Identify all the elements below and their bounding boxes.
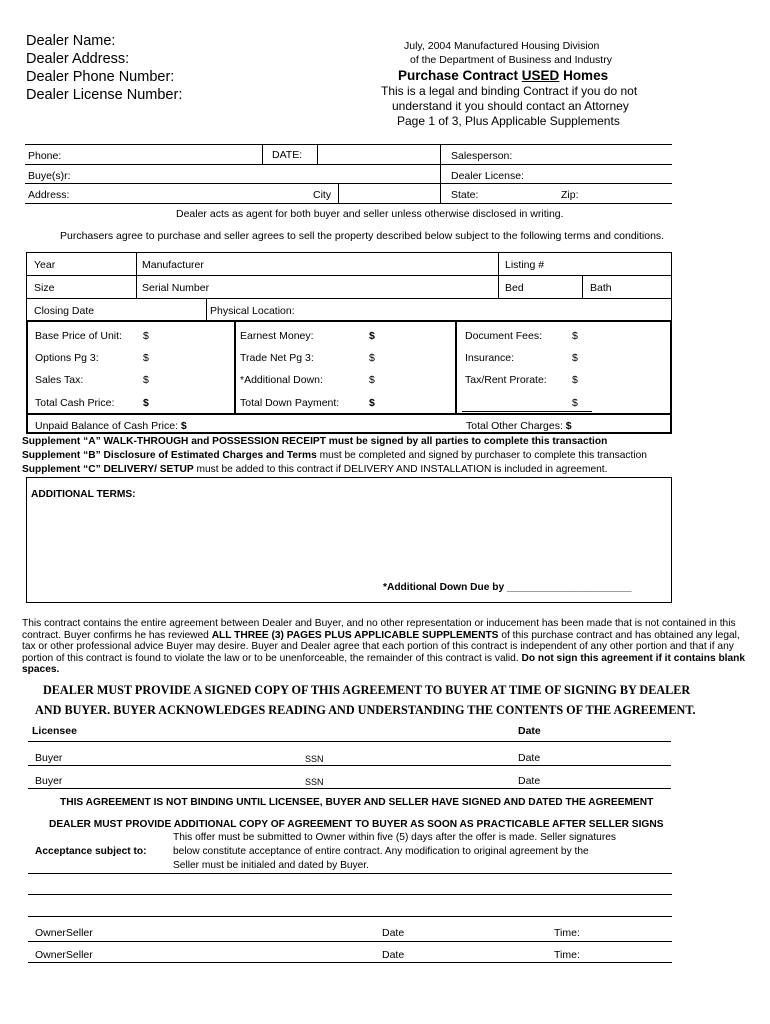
dealer-license-label: Dealer License Number: [26, 87, 183, 103]
insurance-label: Insurance: [465, 352, 515, 364]
doc-fees-dollar: $ [572, 330, 578, 342]
dealer-address-label: Dealer Address: [26, 51, 130, 67]
sales-tax-label: Sales Tax: [35, 374, 84, 386]
purchase-note: Purchasers agree to purchase and seller agrees to sell the property described below subject to the following terms and conditions. [60, 230, 665, 242]
legal-line-1: This is a legal and binding Contract if you do not [381, 84, 638, 98]
total-other-label: Total Other Charges: $ [466, 420, 572, 432]
page-line: Page 1 of 3, Plus Applicable Supplements [397, 114, 620, 128]
year-label: Year [34, 259, 56, 271]
trade-net-label: Trade Net Pg 3: [240, 352, 314, 364]
tax-rent-dollar: $ [572, 374, 578, 386]
owner-seller-1-time-label: Time: [554, 927, 580, 939]
earnest-label: Earnest Money: [240, 330, 314, 342]
owner-seller-1-date-label: Date [382, 927, 405, 939]
dealer-license-field-label: Dealer License: [451, 170, 524, 182]
total-down-dollar: $ [369, 397, 375, 409]
phone-label: Phone: [28, 150, 62, 162]
closing-date-label: Closing Date [34, 305, 95, 317]
buyer-2-label: Buyer [35, 775, 63, 787]
licensee-date-label: Date [518, 725, 541, 737]
acceptance-label: Acceptance subject to: [35, 846, 147, 857]
supplement-c: Supplement “C” DELIVERY/ SETUP must be added to this contract if DELIVERY AND INSTALLATION is included in agreement. [22, 464, 608, 475]
dealer-phone-label: Dealer Phone Number: [26, 69, 175, 85]
buyer-1-ssn-label: SSN [305, 754, 324, 764]
acceptance-line-2: below constitute acceptance of entire contract. Any modification to original agreement by the [173, 846, 589, 857]
owner-seller-2-label: OwnerSeller [35, 949, 93, 961]
owner-seller-1-label: OwnerSeller [35, 927, 93, 939]
acceptance-line-3: Seller must be initialed and dated by Buyer. [173, 860, 369, 871]
city-label: City [313, 189, 332, 201]
not-binding-notice: THIS AGREEMENT IS NOT BINDING UNTIL LICENSEE, BUYER AND SELLER HAVE SIGNED AND DATED THE AGREEMENT [60, 797, 654, 808]
options-label: Options Pg 3: [35, 352, 99, 364]
insurance-dollar: $ [572, 352, 578, 364]
base-price-dollar: $ [143, 330, 149, 342]
physical-location-label: Physical Location: [210, 305, 295, 317]
additional-down-label: *Additional Down: [240, 374, 323, 386]
contract-paragraph: This contract contains the entire agreement between Dealer and Buyer, and no other representation or inducement has been made that is not contained in this contract. Buyer confirms he has reviewed ALL THREE (3) PAGES PLUS APPLICABLE SUPPLEMENTS of this purchase contract and has obtained any legal, tax or other professional advice Buyer may desire. Buyer and Dealer agree that each portion of this contract is independent of any other portion and that if any portion of this contract is found to violate the law or to be unenforceable, the remainder of this contract is valid. Do not sign this agreement if it contains blank spaces. [22, 618, 746, 676]
dealer-must-line-2: AND BUYER. BUYER ACKNOWLEDGES READING AND UNDERSTANDING THE CONTENTS OF THE AGREEMENT. [35, 703, 696, 717]
agent-note: Dealer acts as agent for both buyer and seller unless otherwise disclosed in writing. [176, 208, 564, 220]
address-label: Address: [28, 189, 70, 201]
base-price-label: Base Price of Unit: [35, 330, 122, 342]
blank-fee-dollar: $ [572, 397, 578, 409]
size-label: Size [34, 282, 55, 294]
supplement-a: Supplement “A” WALK-THROUGH and POSSESSION RECEIPT must be signed by all parties to complete this transaction [22, 436, 608, 447]
options-dollar: $ [143, 352, 149, 364]
buyer-2-ssn-label: SSN [305, 777, 324, 787]
zip-label: Zip: [561, 189, 579, 201]
additional-down-due: *Additional Down Due by ______________________ [383, 582, 632, 593]
dealer-name-label: Dealer Name: [26, 33, 116, 49]
buyers-label: Buye(s)r: [28, 170, 71, 182]
date-label: DATE: [272, 149, 303, 161]
tax-rent-label: Tax/Rent Prorate: [465, 374, 547, 386]
additional-copy-notice: DEALER MUST PROVIDE ADDITIONAL COPY OF AGREEMENT TO BUYER AS SOON AS PRACTICABLE AFTER SELLER SIGNS [49, 819, 664, 830]
dealer-must-line-1: DEALER MUST PROVIDE A SIGNED COPY OF THIS AGREEMENT TO BUYER AT TIME OF SIGNING BY DEALER [43, 683, 691, 697]
total-cash-label: Total Cash Price: [35, 397, 115, 409]
property-grid [26, 252, 672, 321]
doc-fees-label: Document Fees: [465, 330, 543, 342]
manufacturer-label: Manufacturer [142, 259, 204, 271]
licensee-label: Licensee [32, 725, 77, 737]
owner-seller-2-date-label: Date [382, 949, 405, 961]
unpaid-balance-label: Unpaid Balance of Cash Price: $ [35, 420, 187, 432]
earnest-dollar: $ [369, 330, 375, 342]
total-down-label: Total Down Payment: [240, 397, 340, 409]
legal-line-2: understand it you should contact an Attorney [392, 99, 629, 113]
listing-label: Listing # [505, 259, 545, 271]
additional-down-dollar: $ [369, 374, 375, 386]
total-cash-dollar: $ [143, 397, 149, 409]
contract-title: Purchase Contract USED Homes [398, 68, 609, 83]
sales-tax-dollar: $ [143, 374, 149, 386]
bed-label: Bed [505, 282, 524, 294]
buyer-1-label: Buyer [35, 752, 63, 764]
state-label: State: [451, 189, 479, 201]
bath-label: Bath [590, 282, 612, 294]
buyer-1-date-label: Date [518, 752, 541, 764]
additional-terms-label: ADDITIONAL TERMS: [31, 489, 136, 500]
acceptance-line-1: This offer must be submitted to Owner within five (5) days after the offer is made. Seller signatures [173, 832, 616, 843]
salesperson-label: Salesperson: [451, 150, 513, 162]
supplement-b: Supplement “B” Disclosure of Estimated Charges and Terms must be completed and signed by purchaser to complete this transaction [22, 450, 647, 461]
department: of the Department of Business and Industry [410, 54, 612, 66]
serial-label: Serial Number [142, 282, 210, 294]
trade-net-dollar: $ [369, 352, 375, 364]
date-division: July, 2004 Manufactured Housing Division [404, 40, 600, 52]
owner-seller-2-time-label: Time: [554, 949, 580, 961]
buyer-2-date-label: Date [518, 775, 541, 787]
